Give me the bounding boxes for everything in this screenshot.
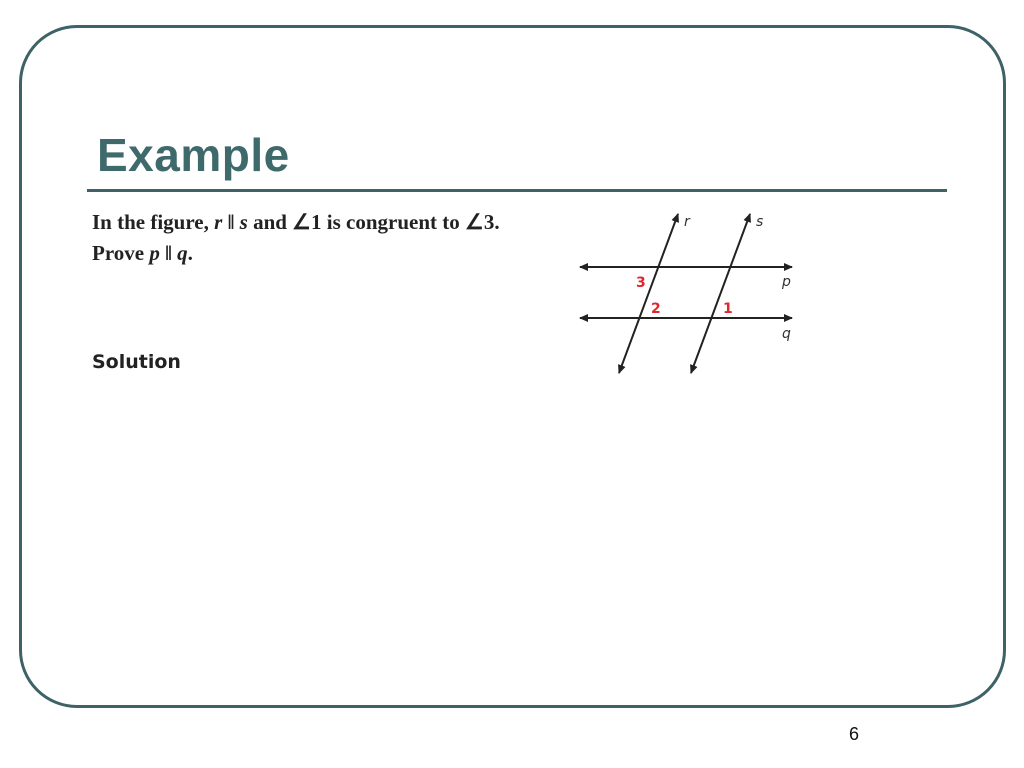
label-p: p [782,274,791,290]
title-divider [87,189,947,192]
line-s [691,214,750,373]
variable-r: r [214,210,223,234]
line-r [619,214,678,373]
parallel-symbol: ‖ [159,241,178,265]
problem-text: . [187,241,193,265]
angle-label-1: 1 [723,301,733,317]
problem-text: In the figure, [92,210,215,234]
angle-label-3: 3 [636,275,646,291]
label-q: q [782,326,791,342]
problem-statement [92,207,500,269]
slide-title: Example [97,129,290,181]
variable-p: p [149,241,160,265]
angle-label-2: 2 [651,301,661,317]
variable-q: q [177,241,188,265]
page-number: 6 [849,724,860,744]
label-s: s [756,214,764,230]
problem-line-2 [92,238,500,269]
solution-heading: Solution [92,351,181,373]
parallel-symbol: ‖ [222,210,240,234]
parallel-lines-figure [570,200,820,385]
variable-s: s [239,210,248,234]
problem-text: Prove [92,241,150,265]
problem-line-1 [92,207,500,238]
problem-text: and ∠1 is congruent to ∠3. [247,210,500,234]
label-r: r [684,214,690,230]
